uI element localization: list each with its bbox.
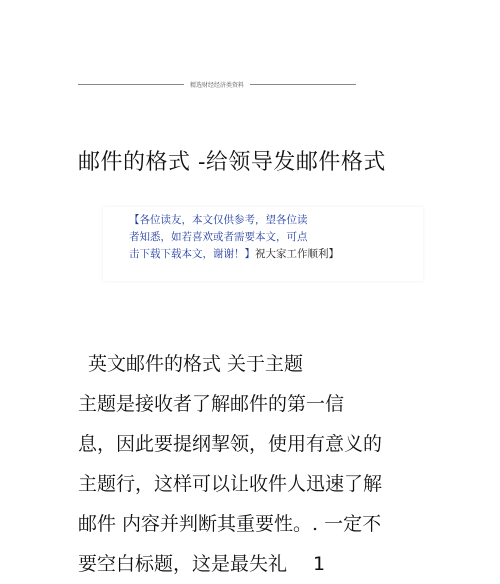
header-text: 精选财经经济类资料 <box>190 81 245 89</box>
notice-text <box>129 212 339 263</box>
header-rule-right <box>250 84 356 85</box>
notice-line-3-blue: 击下载下载本文，谢谢！】 <box>129 248 255 260</box>
document-title: 邮件的格式 -给领导发邮件格式 <box>78 150 386 175</box>
body-line-6 <box>78 544 438 584</box>
page-number: 1 <box>313 553 326 575</box>
body-line-3: 息，因此要提纲挈领，使用有意义的 <box>78 433 383 455</box>
body-line-2: 主题是接收者了解邮件的第一信 <box>78 393 345 415</box>
body-line-5: 邮件 内容并判断其重要性。. 一定不 <box>78 513 382 535</box>
body-line-6-text: 要空白标题，这是最失礼 <box>78 553 288 575</box>
body-line-4: 主题行，这样可以让收件人迅速了解 <box>78 473 383 495</box>
notice-box <box>103 207 423 281</box>
body-text <box>78 344 438 584</box>
page-header <box>78 79 356 89</box>
header-rule-left <box>78 84 184 85</box>
notice-line-3-dark: 祝大家工作顺利】 <box>255 248 339 260</box>
body-line-1: 英文邮件的格式 关于主题 <box>88 353 304 375</box>
notice-line-3 <box>129 246 339 263</box>
notice-line-1: 【各位读友，本文仅供参考，望各位读 <box>129 214 308 226</box>
notice-line-2: 者知悉，如若喜欢或者需要本文，可点 <box>129 231 308 243</box>
